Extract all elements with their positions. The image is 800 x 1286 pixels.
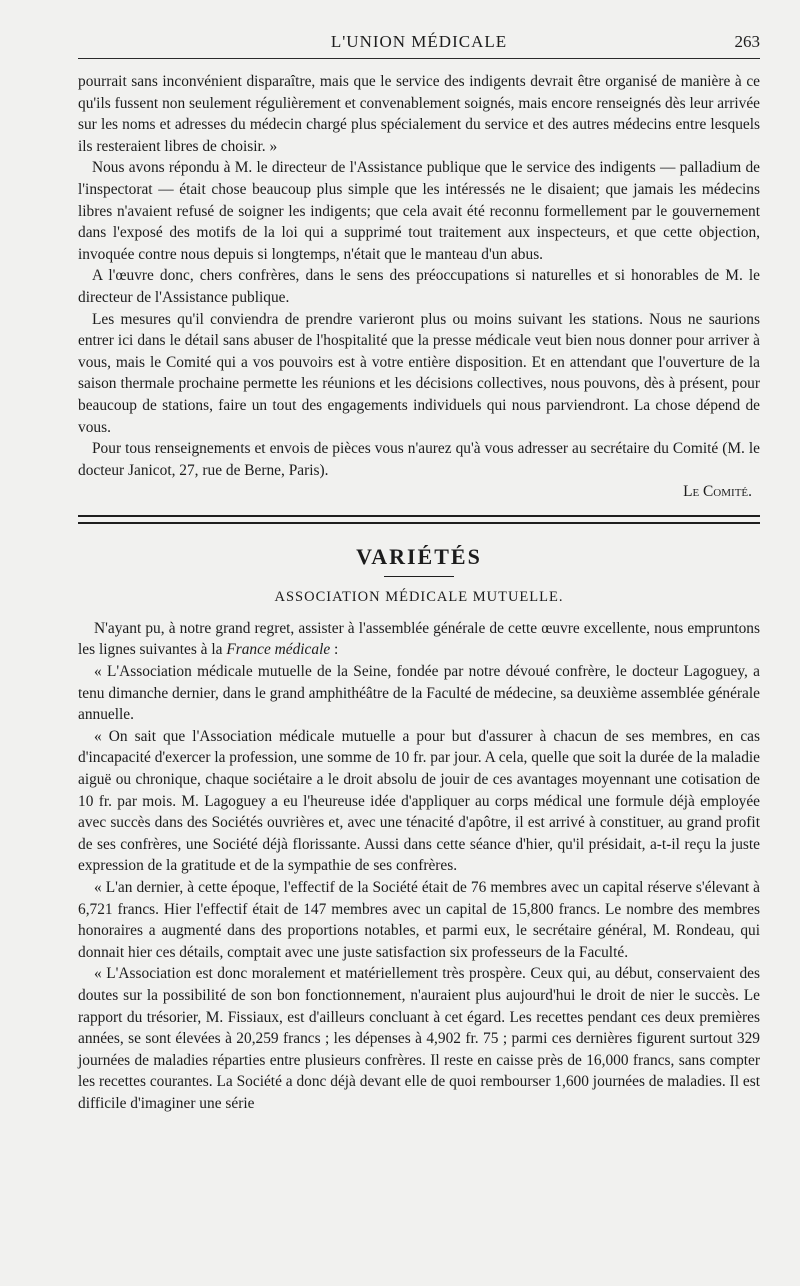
comite-letter [78,71,760,503]
paragraph: Nous avons répondu à M. le directeur de l'Assistance publique que le service des indigents — palladium de l'inspectorat — était chose beaucoup plus simple que les intéressés ne le disaient; que jamais les médecins libres n'avaient refusé de soigner les indigents; que cela avait été reconnu formellement par le gouvernement dans l'exposé des motifs de la loi qui a supprimé tout traitement aux inspecteurs, et que cette objection, invoquée contre nous depuis si longtemps, n'était que le manteau d'un abus. [78,159,760,263]
paragraph: Pour tous renseignements et envois de pièces vous n'aurez qu'à vous adresser au secrétaire du Comité (M. le docteur Janicot, 27, rue de Berne, Paris). [78,440,760,479]
paragraph: A l'œuvre donc, chers confrères, dans le sens des préoccupations si naturelles et si honorables de M. le directeur de l'Assistance publique. [78,267,760,306]
varietes-article [78,618,760,1115]
paragraph: « L'Association est donc moralement et matériellement très prospère. Ceux qui, au début, conservaient des doutes sur la possibilité de son bon fonctionnement, n'auraient plus aujourd'hui le droit de nier le succès. Le rapport du trésorier, M. Fissiaux, est d'ailleurs concluant à cet égard. Les recettes pendant ces deux premières années, se sont élevées à 20,259 francs ; les dépenses à 4,902 fr. 75 ; parmi ces dernières figurent surtout 329 journées de maladies réparties entre plusieurs confrères. Il reste en caisse près de 16,000 francs, sans compter les recettes courantes. La Société a donc déjà devant elle de quoi rembourser 1,600 journées de maladies. Il est difficile d'imaginer une série [78,965,760,1112]
paragraph: « L'an dernier, à cette époque, l'effectif de la Société était de 76 membres avec un capital réserve s'élevant à 6,721 francs. Hier l'effectif était de 147 membres avec un capital de 15,800 francs. Le nombre des membres honoraires a augmenté dans des proportions notables, et parmi eux, le secrétaire général, M. Rondeau, qui donnait hier ces détails, comptait avec une juste satisfaction six professeurs de la Faculté. [78,879,760,961]
intro-end: : [330,641,339,659]
paragraph: Les mesures qu'il conviendra de prendre varieront plus ou moins suivant les stations. Nous ne saurions entrer ici dans le détail sans abuser de l'hospitalité que la presse médicale veut bien nous donner pour arriver à vous, mais le Comité qui a vos pouvoirs est à votre entière disposition. Et en attendant que l'ouverture de la saison thermale prochaine permette les réunions et les décisions collectives, nous pouvons, dès à présent, pour beaucoup de stations, faire un tout des engagements individuels qui nous parviendront. La chose dépend de vous. [78,310,760,436]
intro-paragraph [78,618,760,661]
running-title: L'UNION MÉDICALE [330,32,508,51]
paragraph: « L'Association médicale mutuelle de la Seine, fondée par notre dévoué confrère, le docteur Lagoguey, a tenu dimanche dernier, dans le grand amphithéâtre de la Faculté de médecine, sa deuxième assemblée générale annuelle. [78,663,760,724]
subsection-title: ASSOCIATION MÉDICALE MUTUELLE. [274,588,564,605]
source-title: France médicale [226,641,331,659]
intro-text: N'ayant pu, à notre grand regret, assister à l'assemblée générale de cette œuvre excellente, nous empruntons les lignes suivantes à la [78,619,760,659]
paragraph: pourrait sans inconvénient disparaître, mais que le service des indigents devrait être organisé de manière à ce qu'ils fussent non seulement régulièrement et convenablement soignés, mais encore renseignés dès leur arrivée sur les noms et adresses du médecin chargé plus spécialement du service et des autres médecins entre lesquels ils resteraient libres de choisir. » [78,73,760,155]
title-rule [384,576,454,577]
section-title: VARIÉTÉS [356,543,482,569]
running-header [78,30,760,59]
paragraph: « On sait que l'Association médicale mutuelle a pour but d'assurer à chacun de ses membres, en cas d'incapacité d'exercer la profession, une somme de 10 fr. par jour. A cela, quelle que soit la durée de la maladie aiguë ou chronique, chaque sociétaire a le droit absolu de jouir de ces avantages moyennant une cotisation de 10 fr. par mois. M. Lagoguey a eu l'heureuse idée d'appliquer au corps médical une formule déjà employée avec succès dans des Sociétés ouvrières et, avec une ténacité d'apôtre, il est arrivé à constituer, au grand profit de ses confrères, une Société déjà florissante. Aussi dans cette séance d'hier, qu'il présidait, a-t-il reçu la juste expression de la gratitude et de la sympathie de ses confrères. [78,727,760,875]
signature: Le Comité. [683,483,752,501]
section-divider [78,515,760,524]
page-number: 263 [734,32,760,51]
